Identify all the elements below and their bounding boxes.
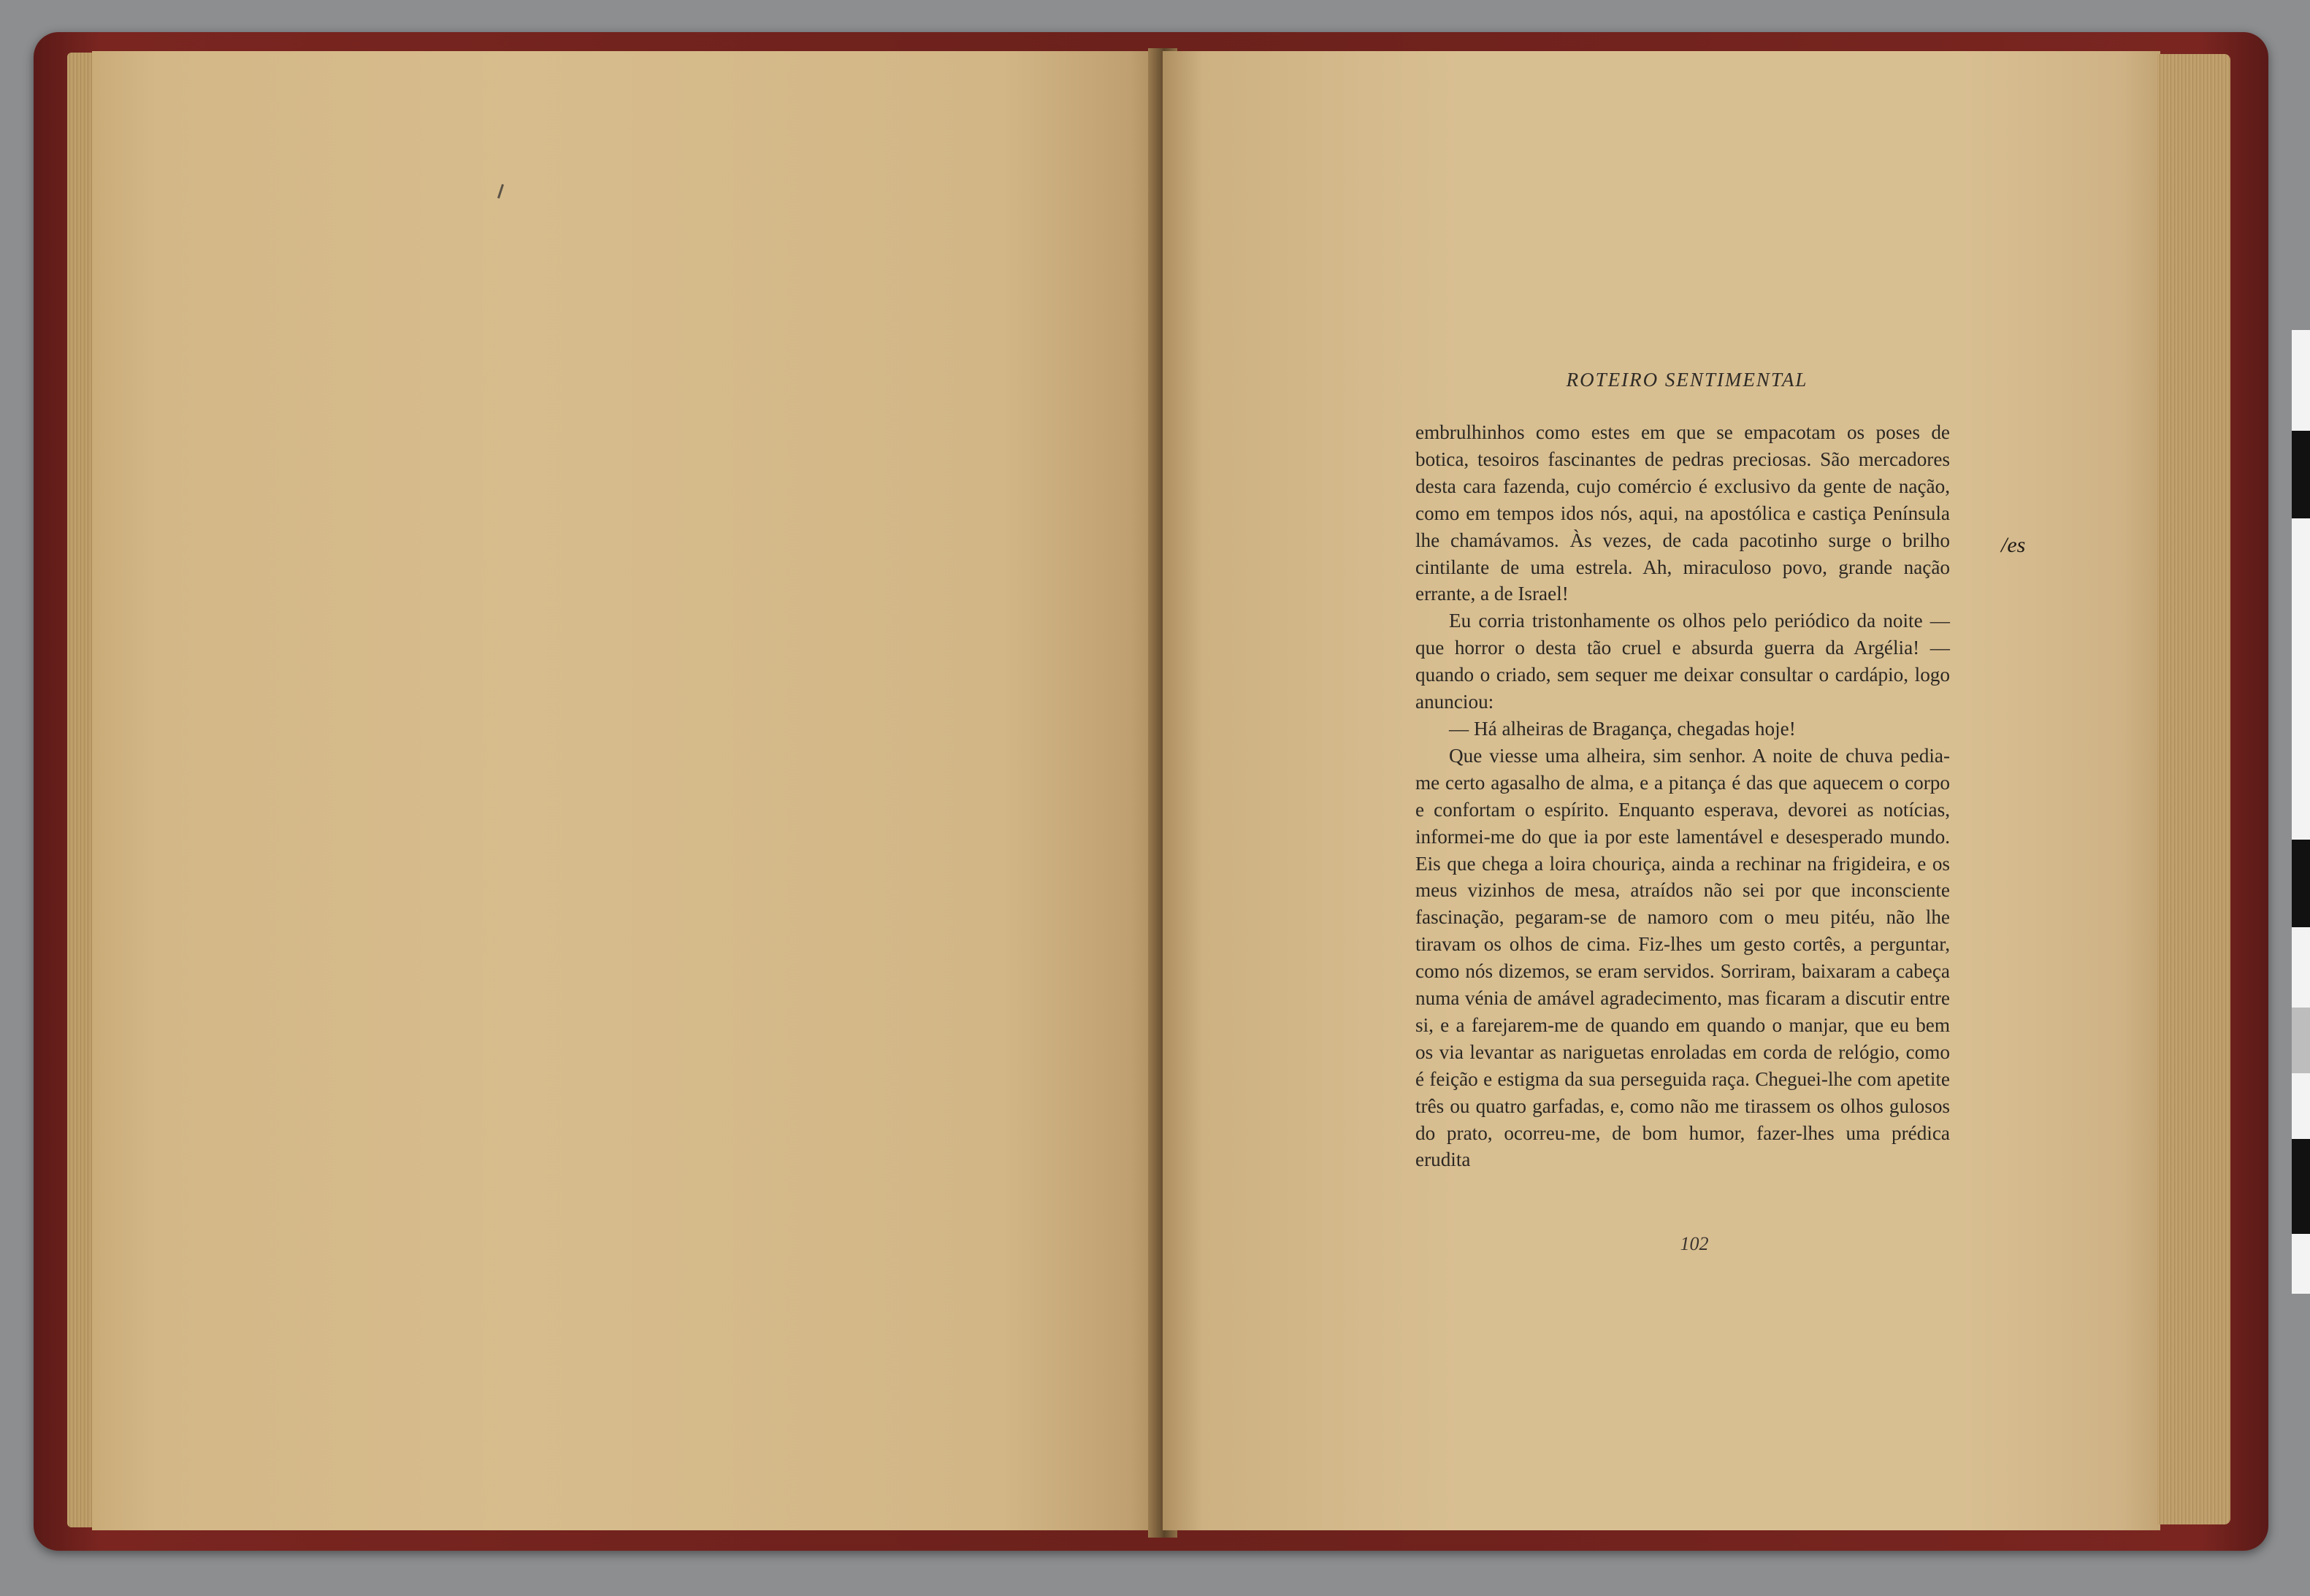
- page-body-text: [1415, 419, 1950, 1173]
- scale-ruler-grey-segment: [2292, 1008, 2310, 1073]
- right-page-edges: [2157, 54, 2230, 1524]
- scale-ruler-black-segment: [2292, 840, 2310, 927]
- handwritten-margin-note: /es: [2001, 533, 2026, 557]
- scale-ruler-black-segment: [2292, 1139, 2310, 1234]
- left-page-edges: [67, 53, 93, 1527]
- left-page-blank: [92, 51, 1163, 1530]
- page-number: 102: [1680, 1233, 1709, 1254]
- scale-ruler-black-segment: [2292, 431, 2310, 518]
- running-head: ROTEIRO SENTIMENTAL: [1566, 369, 1808, 391]
- paragraph: embrulhinhos como estes em que se empacotam os poses de botica, tesoiros fascinantes de pedras preciosas. São mercadores desta cara fazenda, cujo comércio é exclusivo da gente de nação, como em tempos idos nós, aqui, na apostólica e castiça Península lhe chamávamos. Às vezes, de cada pacotinho surge o brilho cintilante de uma estrela. Ah, miraculoso povo, grande nação errante, a de Israel!: [1415, 421, 1950, 605]
- paragraph: — Há alheiras de Bragança, chegadas hoje!: [1449, 717, 1796, 740]
- paragraph: Eu corria tristonhamente os olhos pelo periódico da noite — que horror o desta tão cruel e absurda guerra da Argélia! — quando o criado, sem sequer me deixar consultar o cardápio, logo anunciou:: [1415, 610, 1950, 713]
- paragraph: Que viesse uma alheira, sim senhor. A noite de chuva pedia-me certo agasalho de alma, e a pitança é das que aquecem o corpo e confortam o espírito. Enquanto esperava, devorei as notícias, informei-me do que ia por este lamentável e desesperado mundo. Eis que chega a loira chouriça, ainda a rechinar na frigideira, e os meus vizinhos de mesa, atraídos não sei por que inconsciente fascinação, pegaram-se de namoro com o meu pitéu, não lhe tiravam os olhos de cima. Fiz-lhes um gesto cortês, a perguntar, como nós dizemos, se eram servidos. Sorriram, baixaram a cabeça numa vénia de amável agradecimento, mas ficaram a discutir entre si, e a farejarem-me de quando em quando o manjar, que eu bem os via levantar as nariguetas enroladas em corda de relógio, como é feição e estigma da sua perseguida raça. Cheguei-lhe com apetite três ou quatro garfadas, e, como não me tirassem os olhos gulosos do prato, ocorreu-me, de bom humor, fazer-lhes uma prédica erudita: [1415, 744, 1950, 1171]
